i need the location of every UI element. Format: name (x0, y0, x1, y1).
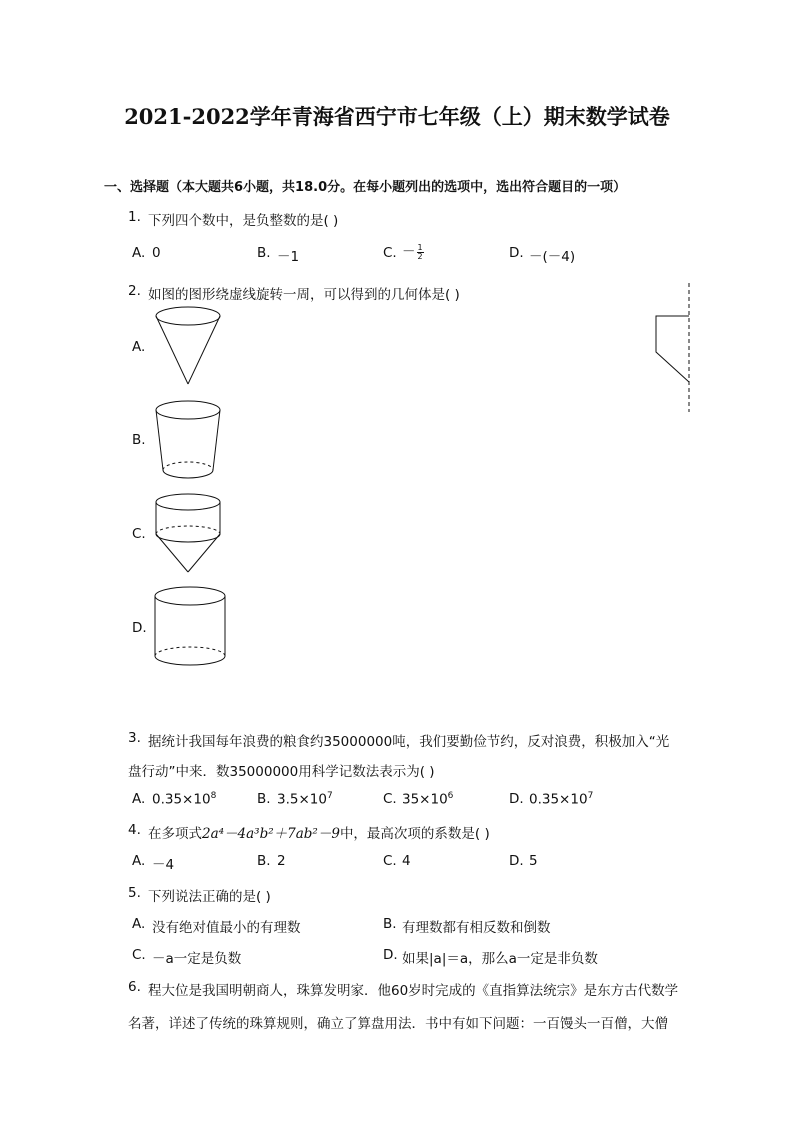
sci-base: 0.35×10 (152, 791, 211, 808)
option-label-a: A. (132, 853, 146, 869)
option-label-a: A. (132, 791, 146, 807)
option-b-text: 有理数都有相反数和倒数 (402, 920, 551, 936)
option-b-text (277, 791, 333, 808)
option-label-b: B. (257, 853, 271, 869)
question-number: 2. (128, 283, 141, 299)
option-d-text: －(－4) (529, 249, 576, 265)
question-number: 1. (128, 209, 141, 225)
option-b-text: －1 (277, 249, 300, 265)
rotation-figure (650, 280, 698, 415)
option-label-c: C. (383, 245, 397, 261)
option-label-c: C. (383, 853, 397, 869)
question-number: 5. (128, 885, 141, 901)
option-label-b: B. (132, 432, 146, 448)
option-c-text (402, 240, 424, 261)
sci-exponent: 6 (447, 791, 454, 801)
inverted-cone-figure (150, 302, 226, 388)
question-text-pre: 在多项式 (148, 826, 202, 842)
section-heading: 一、选择题（本大题共6小题，共18.0分。在每小题列出的选项中，选出符合题目的一项） (104, 180, 627, 195)
option-a-text: －4 (152, 857, 175, 873)
minus-sign: － (402, 244, 416, 260)
option-label-d: D. (509, 853, 524, 869)
option-label-d: D. (383, 947, 398, 963)
option-d-text: 5 (529, 853, 538, 869)
cylinder-cone-figure (150, 490, 226, 576)
option-a-text (152, 791, 216, 808)
option-label-b: B. (257, 245, 271, 261)
option-a-text: 0 (152, 245, 161, 261)
option-label-d: D. (132, 620, 147, 636)
option-c-text (402, 791, 453, 808)
sci-exponent: 7 (326, 791, 333, 801)
question-number: 4. (128, 822, 141, 838)
question-text-line1: 据统计我国每年浪费的粮食约35000000吨，我们要勤俭节约，反对浪费，积极加入“光 (148, 734, 670, 750)
option-a-text: 没有绝对值最小的有理数 (152, 920, 301, 936)
question-text: 下列四个数中，是负整数的是( ) (148, 213, 339, 229)
question-number: 6. (128, 979, 141, 995)
polynomial-expression: 2a⁴－4a³b²＋7ab²－9 (202, 826, 340, 842)
frustum-figure (150, 396, 226, 486)
option-d-text (529, 791, 593, 808)
option-label-c: C. (132, 526, 146, 542)
sci-exponent: 7 (587, 791, 594, 801)
option-label-b: B. (383, 916, 397, 932)
option-d-text: 如果|a|＝a，那么a一定是非负数 (402, 951, 598, 967)
question-text: 如图的图形绕虚线旋转一周，可以得到的几何体是( ) (148, 287, 460, 303)
question-text-line2: 名著，详述了传统的珠算规则，确立了算盘用法．书中有如下问题：一百馒头一百僧，大僧 (128, 1016, 668, 1032)
option-label-d: D. (509, 791, 524, 807)
cylinder-figure (150, 584, 230, 670)
sci-exponent: 8 (210, 791, 217, 801)
option-label-a: A. (132, 916, 146, 932)
option-b-text: 2 (277, 853, 286, 869)
option-label-a: A. (132, 245, 146, 261)
fraction-denominator: 2 (417, 251, 423, 261)
option-label-a: A. (132, 339, 146, 355)
question-number: 3. (128, 730, 141, 746)
question-text: 下列说法正确的是( ) (148, 889, 271, 905)
sci-base: 0.35×10 (529, 791, 588, 808)
option-label-d: D. (509, 245, 524, 261)
sci-base: 35×10 (402, 791, 448, 808)
fraction-numerator: 1 (417, 242, 423, 252)
question-text-line1: 程大位是我国明朝商人，珠算发明家．他60岁时完成的《直指算法统宗》是东方古代数学 (148, 983, 679, 999)
option-label-c: C. (383, 791, 397, 807)
question-text-line2: 盘行动”中来．数35000000用科学记数法表示为( ) (128, 764, 435, 780)
fraction (417, 244, 424, 261)
question-text-post: 中，最高次项的系数是( ) (339, 826, 490, 842)
page-title: 2021-2022学年青海省西宁市七年级（上）期末数学试卷 (124, 104, 670, 129)
option-label-c: C. (132, 947, 146, 963)
option-c-text: －a一定是负数 (152, 951, 242, 967)
question-text (148, 822, 490, 842)
sci-base: 3.5×10 (277, 791, 327, 808)
option-c-text: 4 (402, 853, 411, 869)
option-label-b: B. (257, 791, 271, 807)
